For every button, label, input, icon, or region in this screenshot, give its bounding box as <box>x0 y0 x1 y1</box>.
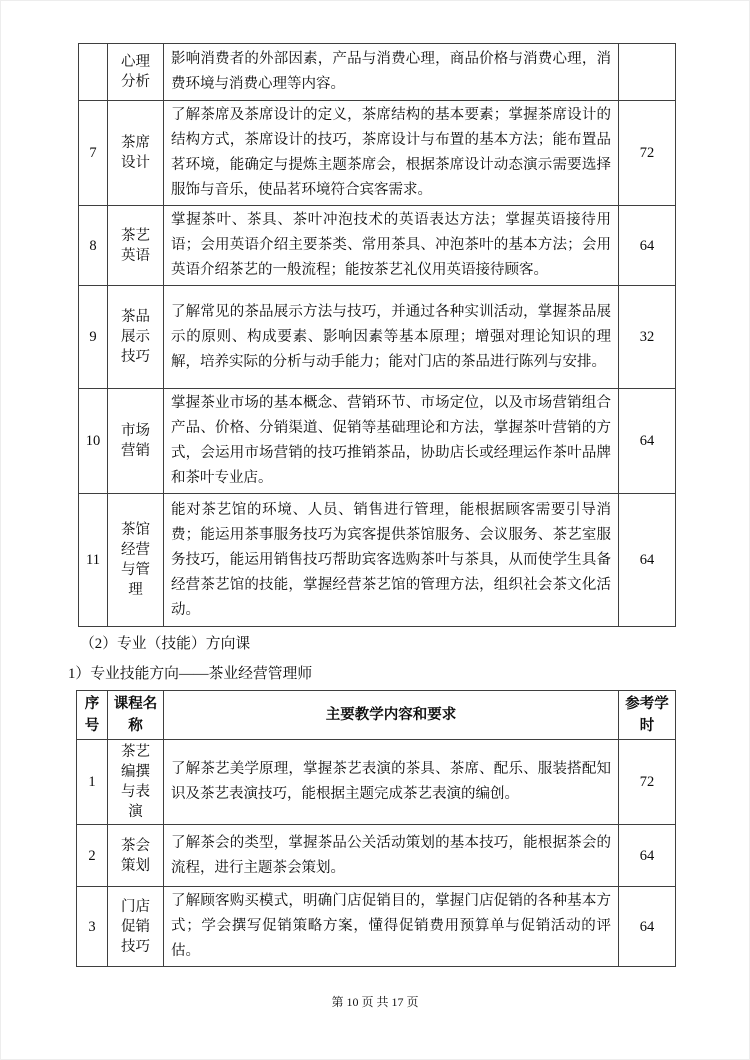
row-number-cell: 3 <box>77 887 108 967</box>
hours-cell: 72 <box>619 740 676 825</box>
course-name-cell: 茶席设计 <box>108 101 164 206</box>
content-cell: 了解常见的茶品展示方法与技巧，并通过各种实训活动，掌握茶品展示的原则、构成要素、影响因素等基本原理；增强对理论知识的理解，培养实际的分析与动手能力；能对门店的茶品进行陈列与安排。 <box>164 286 619 389</box>
hours-cell: 64 <box>619 206 676 286</box>
hours-cell: 72 <box>619 101 676 206</box>
hours-cell: 64 <box>619 887 676 967</box>
hours-cell: 64 <box>619 825 676 887</box>
course-name-cell: 茶会策划 <box>108 825 164 887</box>
hours-cell: 32 <box>619 286 676 389</box>
content-cell: 掌握茶叶、茶具、茶叶冲泡技术的英语表达方法；掌握英语接待用语；会用英语介绍主要茶类、常用茶具、冲泡茶叶的基本方法；会用英语介绍茶艺的一般流程；能按茶艺礼仪用英语接待顾客。 <box>164 206 619 286</box>
course-name-cell: 茶艺英语 <box>108 206 164 286</box>
content-cell: 了解茶艺美学原理，掌握茶艺表演的茶具、茶席、配乐、服装搭配知识及茶艺表演技巧，能根据主题完成茶艺表演的编创。 <box>164 740 619 825</box>
skill-course-table <box>76 690 676 967</box>
course-table-continued <box>78 43 676 627</box>
row-number-cell: 10 <box>79 389 108 494</box>
content-cell: 掌握茶业市场的基本概念、营销环节、市场定位，以及市场营销组合产品、价格、分销渠道、促销等基础理论和方法，掌握茶叶营销的方式，会运用市场营销的技巧推销茶品，协助店长或经理运作茶叶品牌和茶叶专业店。 <box>164 389 619 494</box>
table-row <box>79 494 676 627</box>
table-row <box>79 206 676 286</box>
row-number-cell: 11 <box>79 494 108 627</box>
course-name-cell: 茶馆经营与管理 <box>108 494 164 627</box>
content-cell: 了解茶会的类型，掌握茶品公关活动策划的基本技巧，能根据茶会的流程，进行主题茶会策划。 <box>164 825 619 887</box>
table-row <box>79 286 676 389</box>
header-content: 主要教学内容和要求 <box>164 691 619 740</box>
page-number: 第 10 页 共 17 页 <box>331 995 419 1009</box>
table-row <box>79 44 676 101</box>
table-header-row <box>77 691 676 740</box>
course-name-cell: 茶品展示技巧 <box>108 286 164 389</box>
row-number-cell <box>79 44 108 101</box>
content-cell: 了解顾客购买模式，明确门店促销目的，掌握门店促销的各种基本方式；学会撰写促销策略方案，懂得促销费用预算单与促销活动的评估。 <box>164 887 619 967</box>
row-number-cell: 1 <box>77 740 108 825</box>
hours-cell: 64 <box>619 494 676 627</box>
table-row <box>77 825 676 887</box>
hours-cell: 64 <box>619 389 676 494</box>
subsection-heading: 1）专业技能方向——茶业经营管理师 <box>68 666 313 682</box>
table-row <box>79 389 676 494</box>
course-name-cell: 市场营销 <box>108 389 164 494</box>
row-number-cell: 7 <box>79 101 108 206</box>
table-row <box>77 740 676 825</box>
content-cell: 了解茶席及茶席设计的定义，茶席结构的基本要素；掌握茶席设计的结构方式，茶席设计的技巧，茶席设计与布置的基本方法；能布置品茗环境，能确定与提炼主题茶席会，根据茶席设计动态演示需要选择服饰与音乐，使品茗环境符合宾客需求。 <box>164 101 619 206</box>
section-heading: （2）专业（技能）方向课 <box>80 636 251 652</box>
table-row <box>79 101 676 206</box>
content-cell: 能对茶艺馆的环境、人员、销售进行管理，能根据顾客需要引导消费；能运用茶事服务技巧为宾客提供茶馆服务、会议服务、茶艺室服务技巧，能运用销售技巧帮助宾客选购茶叶与茶具，从而使学生具备经营茶艺馆的技能，掌握经营茶艺馆的管理方法，组织社会茶文化活动。 <box>164 494 619 627</box>
hours-cell <box>619 44 676 101</box>
course-name-cell: 心理分析 <box>108 44 164 101</box>
content-cell: 影响消费者的外部因素，产品与消费心理，商品价格与消费心理，消费环境与消费心理等内容。 <box>164 44 619 101</box>
row-number-cell: 9 <box>79 286 108 389</box>
header-hours: 参考学时 <box>619 691 676 740</box>
table-row <box>77 887 676 967</box>
header-course-name: 课程名称 <box>108 691 164 740</box>
header-number: 序号 <box>77 691 108 740</box>
course-name-cell: 门店促销技巧 <box>108 887 164 967</box>
course-name-cell: 茶艺编撰与表演 <box>108 740 164 825</box>
row-number-cell: 2 <box>77 825 108 887</box>
row-number-cell: 8 <box>79 206 108 286</box>
